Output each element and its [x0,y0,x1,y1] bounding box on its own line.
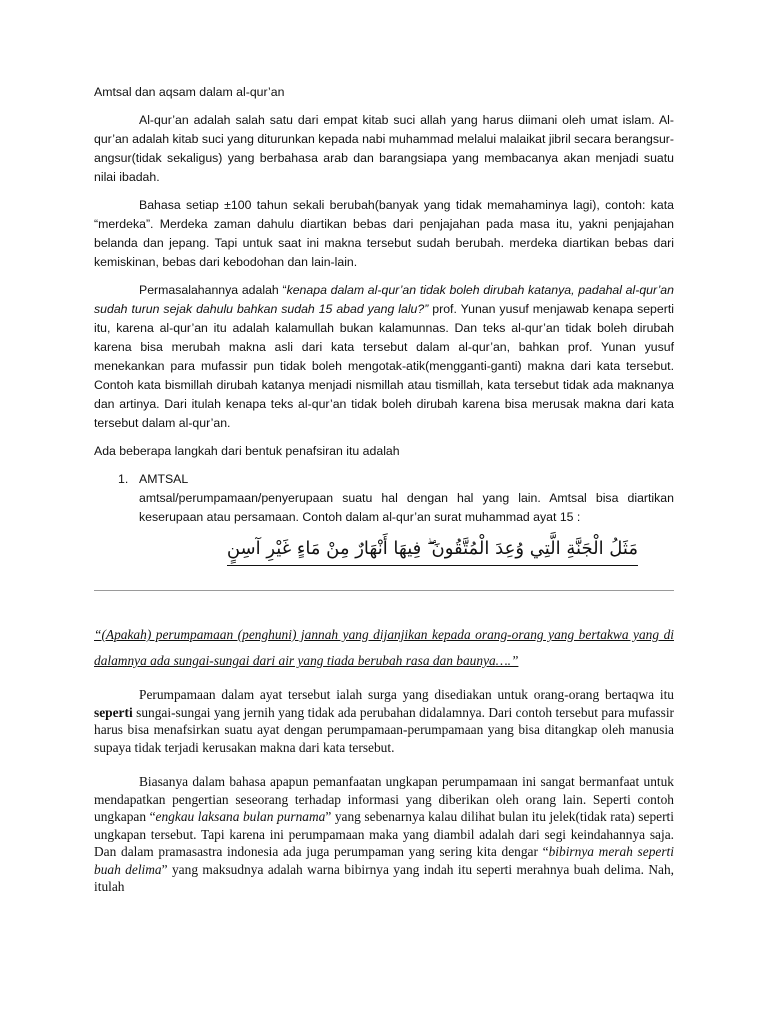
paragraph-biasanya [94,773,674,896]
list-title: AMTSAL [139,472,189,486]
text-span: ” yang sebenarnya kalau dilihat bulan itu jelek(tidak rata) seperti ungkapan tersebut. Tapi karena ini perumpamaan maka yang diambil adalah dari segi keindahannya saja. Dan dalam pramasastra indonesia ada juga perumpaman yang sering kita dengar “ [94,809,674,859]
paragraph-langkah: Ada beberapa langkah dari bentuk penafsiran itu adalah [94,444,400,458]
horizontal-divider [94,590,674,591]
text-span: “ [94,627,102,642]
text-span: (Apakah) perumpamaan (penghuni) jannah yang dijanjikan kepada orang-orang yang bertakwa yang di dalamnya ada sungai-sungai dari air yang tiada berubah rasa dan baunya [94,627,674,668]
verse-translation [94,622,674,674]
sans-section [94,83,674,577]
list-number: 1. [118,472,129,486]
italic-question: kenapa dalam al-qur’an tidak boleh dirubah katanya, padahal al-qur’an sudah turun sejak dahulu bahkan sudah 15 abad yang lalu?” [94,283,674,316]
italic-phrase: bibirnya merah seperti buah delima [94,844,675,877]
paragraph-intro: Al-qur’an adalah salah satu dari empat kitab suci allah yang harus diimani oleh umat islam. Al-qur’an adalah kitab suci yang diturunkan kepada nabi muhammad melalui malaikat jibril secara berangsur-angsur(tidak sekaligus) yang berbahasa arab dan barangsiapa yang membacanya akan menjadi suatu nilai ibadah. [94,113,674,184]
list-item-head [118,470,674,489]
text-span: ….” [495,653,519,668]
list-item [118,470,674,527]
text-span: Biasanya dalam bahasa apapun pemanfaatan ungkapan perumpamaan ini sangat bermanfaat untuk mendapatkan pengertian seseorang terhadap informasi yang diberikan oleh orang lain. Seperti contoh ungkapan “ [94,774,674,824]
paragraph-permasalahan [94,281,674,433]
paragraph-perumpamaan [94,686,674,756]
text-span: prof. Yunan yusuf menjawab kenapa seperti itu, karena al-qur’an itu adalah kalamullah bukan kalamunnas. Dan teks al-qur’an tidak boleh dirubah karena bisa merubah makna asli dari kata tersebut dalam al-qur’an, bahkan prof. Yunan yusuf menekankan para mufassir pun tidak boleh mengotak-atik(mengganti-ganti) makna dari kata tersebut. Contoh kata bismillah dirubah katanya menjadi nismillah atau tismillah, kata tersebut tidak ada maknanya dan artinya. Dari itulah kenapa teks al-qur’an tidak boleh dirubah karena bisa merusak makna dari kata tersebut dalam al-qur’an. [94,302,674,430]
text-span: sungai-sungai yang jernih yang tidak ada perubahan didalamnya. Dari contoh tersebut para mufassir harus bisa menafsirkan suatu ayat dengan perumpamaan-perumpamaan yang bisa ditangkap oleh manusia supaya tidak terjadi kerusakan makna dari kata tersebut. [94,704,674,755]
text-span: Perumpamaan dalam ayat tersebut ialah surga yang disediakan untuk orang-orang bertaqwa itu [139,687,674,702]
arabic-verse-block [94,533,674,577]
serif-section [94,622,674,913]
document-title: Amtsal dan aqsam dalam al-qur’an [94,85,285,99]
text-span: Permasalahannya adalah “ [139,283,287,297]
italic-phrase: engkau laksana bulan purnama [155,809,326,824]
text-span: ” yang maksudnya adalah warna bibirnya yang indah itu seperti merahnya buah delima. Nah, itulah [94,861,674,894]
arabic-verse: مَثَلُ الْجَنَّةِ الَّتِي وُعِدَ الْمُتَّقُونَ ۖ فِيهَا أَنْهَارٌ مِنْ مَاءٍ غَيْرِ آسِنٍ [227,535,638,566]
paragraph-bahasa: Bahasa setiap ±100 tahun sekali berubah(banyak yang tidak memahaminya lagi), contoh: kata “merdeka”. Merdeka zaman dahulu diartikan bebas dari penjajahan pada masa itu, yakni penjajahan belanda dan jepang. Tapi untuk saat ini makna tersebut sudah berubah. merdeka diartikan bebas dari kemiskinan, bebas dari kebodohan dan lain-lain. [94,198,674,269]
list-body: amtsal/perumpamaan/penyerupaan suatu hal dengan hal yang lain. Amtsal bisa diartikan keserupaan atau persamaan. Contoh dalam al-qur’an surat muhammad ayat 15 : [139,491,674,524]
bold-word: seperti [94,704,133,720]
